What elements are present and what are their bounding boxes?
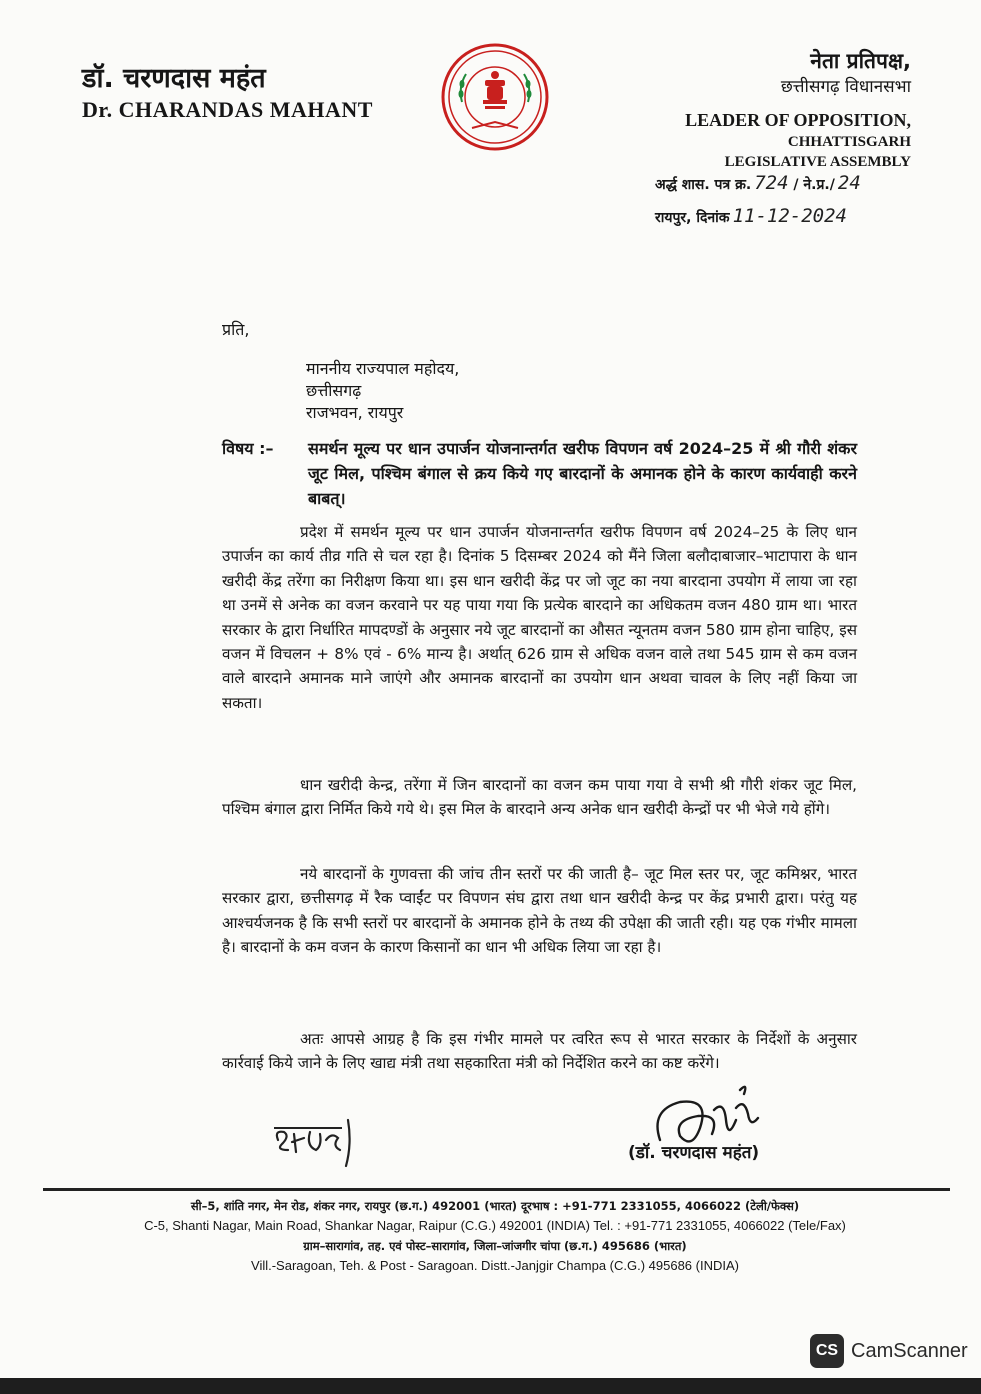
body-paragraph-3: नये बारदानों के गुणवत्ता की जांच तीन स्तरों पर की जाती है– जूट मिल स्तर पर, जूट कमिश्नर, भारत सरकार द्वारा, छत्तीसगढ़ में रैक प्वाईंट पर विपणन संघ द्वारा तथा धान खरीदी केन्द्र पर केंद्र प्रभारी द्वारा। परंतु यह आश्चर्यजनक है कि सभी स्तरों पर बारदानों के अमानक होने के तथ्य की उपेक्षा की जाती रही। यह एक गंभीर मामला है। बारदानों के कम वजन के कारण किसानों का धान भी अधिक लिया जा रहा है। — [222, 865, 857, 957]
recipient-line1: माननीय राज्यपाल महोदय, — [306, 359, 460, 378]
camscanner-logo-icon: CS — [810, 1334, 844, 1368]
assembly-hindi: छत्तीसगढ़ विधानसभा — [780, 77, 911, 97]
recipient-line2: छत्तीसगढ़ — [306, 381, 362, 400]
date-label: रायपुर, दिनांक — [655, 210, 730, 226]
footer-address-english-2: Vill.-Saragoan, Teh. & Post - Saragoan. Distt.-Janjgir Champa (C.G.) 495686 (INDIA) — [251, 1258, 739, 1273]
letterhead-name-hindi: डॉ. चरणदास महंत — [82, 63, 266, 94]
scan-edge — [0, 1378, 981, 1394]
assembly-english-line2: LEGISLATIVE ASSEMBLY — [724, 154, 911, 170]
letterhead-footer — [40, 1196, 950, 1276]
body-paragraph-4: अतः आपसे आग्रह है कि इस गंभीर मामले पर त्वरित रूप से भारत सरकार के निर्देशों के अनुसार कार्रवाई किये जाने के लिए खाद्य मंत्री तथा सहकारिता मंत्री को निर्देशित करने का कष्ट करेंगे। — [222, 1030, 857, 1073]
subject-text: समर्थन मूल्य पर धान उपार्जन योजनान्तर्गत खरीफ विपणन वर्ष 2024–25 में श्री गौरी शंकर जूट मिल, पश्चिम बंगाल से क्रय किये गए बारदानों के अमानक होने के कारण कार्यवाही करने बाबत्। — [308, 439, 857, 508]
subject-label: विषय :– — [222, 439, 274, 458]
letterhead-name-english: Dr. CHARANDAS MAHANT — [82, 97, 373, 122]
recipient-prefix: प्रति, — [222, 320, 250, 339]
designation-block — [591, 48, 911, 172]
assembly-seal-icon — [440, 42, 550, 152]
reference-number — [655, 172, 915, 194]
assembly-english-line1: CHHATTISGARH — [787, 134, 911, 150]
body-paragraph-1: प्रदेश में समर्थन मूल्य पर धान उपार्जन योजनान्तर्गत खरीफ विपणन वर्ष 2024–25 के लिए धान उपार्जन का कार्य तीव्र गति से चल रहा है। दिनांक 5 दिसम्बर 2024 को मैंने जिला बलौदाबाजार–भाटापारा के धान खरीदी केंद्र तरेंगा का निरीक्षण किया था। इस धान खरीदी केंद्र पर जो जूट का नया बारदाना उपयोग में लाया जा रहा था उनमें से अनेक का वजन करवाने पर यह पाया गया कि प्रत्येक बारदाने का अधिकतम वजन 480 ग्राम था। भारत सरकार के द्वारा निर्धारित मापदण्डों के अनुसार नये जूट बारदानों का औसत न्यूनतम वजन 580 ग्राम होना चाहिए, इस वजन में विचलन + 8% एवं - 6% मान्य है। अर्थात् 626 ग्राम से अधिक वजन वाले तथा 545 ग्राम से कम वजन वाले बारदाने अमानक माने जाएंगे और अमानक बारदानों का उपयोग धान अथवा चावल के लिए नहीं किया जा सकता। — [222, 523, 857, 712]
ref-label: अर्द्ध शास. पत्र क्र. — [655, 177, 752, 193]
camscanner-label: CamScanner — [851, 1339, 968, 1362]
enclosure-handwritten-note — [270, 1110, 370, 1170]
designation-hindi: नेता प्रतिपक्ष, — [810, 49, 911, 73]
footer-address-english-1: C-5, Shanti Nagar, Main Road, Shankar Nagar, Raipur (C.G.) 492001 (INDIA) Tel. : +91-771 2331055, 4066022 (Tele/Fax) — [144, 1218, 846, 1233]
footer-address-hindi-2: ग्राम–सारागांव, तह. एवं पोस्ट–सारागांव, जिला–जांजगीर चांपा (छ.ग.) 495686 (भारत) — [303, 1239, 687, 1253]
designation-english: LEADER OF OPPOSITION, — [685, 110, 911, 130]
ref-year: 24 — [837, 172, 861, 194]
letter-date — [655, 205, 915, 227]
footer-address-hindi-1: सी–5, शांति नगर, मेन रोड, शंकर नगर, रायपुर (छ.ग.) 492001 (भारत) दूरभाष : +91-771 2331055, 4066022 (टेली/फेक्स) — [190, 1199, 800, 1213]
camscanner-watermark — [810, 1333, 968, 1369]
subject-block — [222, 436, 857, 511]
recipient-address — [306, 358, 459, 424]
signatory-name: (डॉ. चरणदास महंत) — [628, 1143, 760, 1163]
body-paragraph-2: धान खरीदी केन्द्र, तरेंगा में जिन बारदानों का वजन कम पाया गया वे सभी श्री गौरी शंकर जूट मिल, पश्चिम बंगाल द्वारा निर्मित किये गये थे। इस मिल के बारदाने अन्य अनेक धान खरीदी केन्द्रों पर भी भेजे गये होंगे। — [222, 776, 857, 819]
date-value: 11-12-2024 — [732, 205, 847, 227]
footer-divider — [43, 1188, 950, 1191]
ref-number: 724 — [754, 172, 789, 194]
recipient-line3: राजभवन, रायपुर — [306, 403, 404, 422]
ref-separator: / ने.प्र./ — [793, 177, 835, 193]
